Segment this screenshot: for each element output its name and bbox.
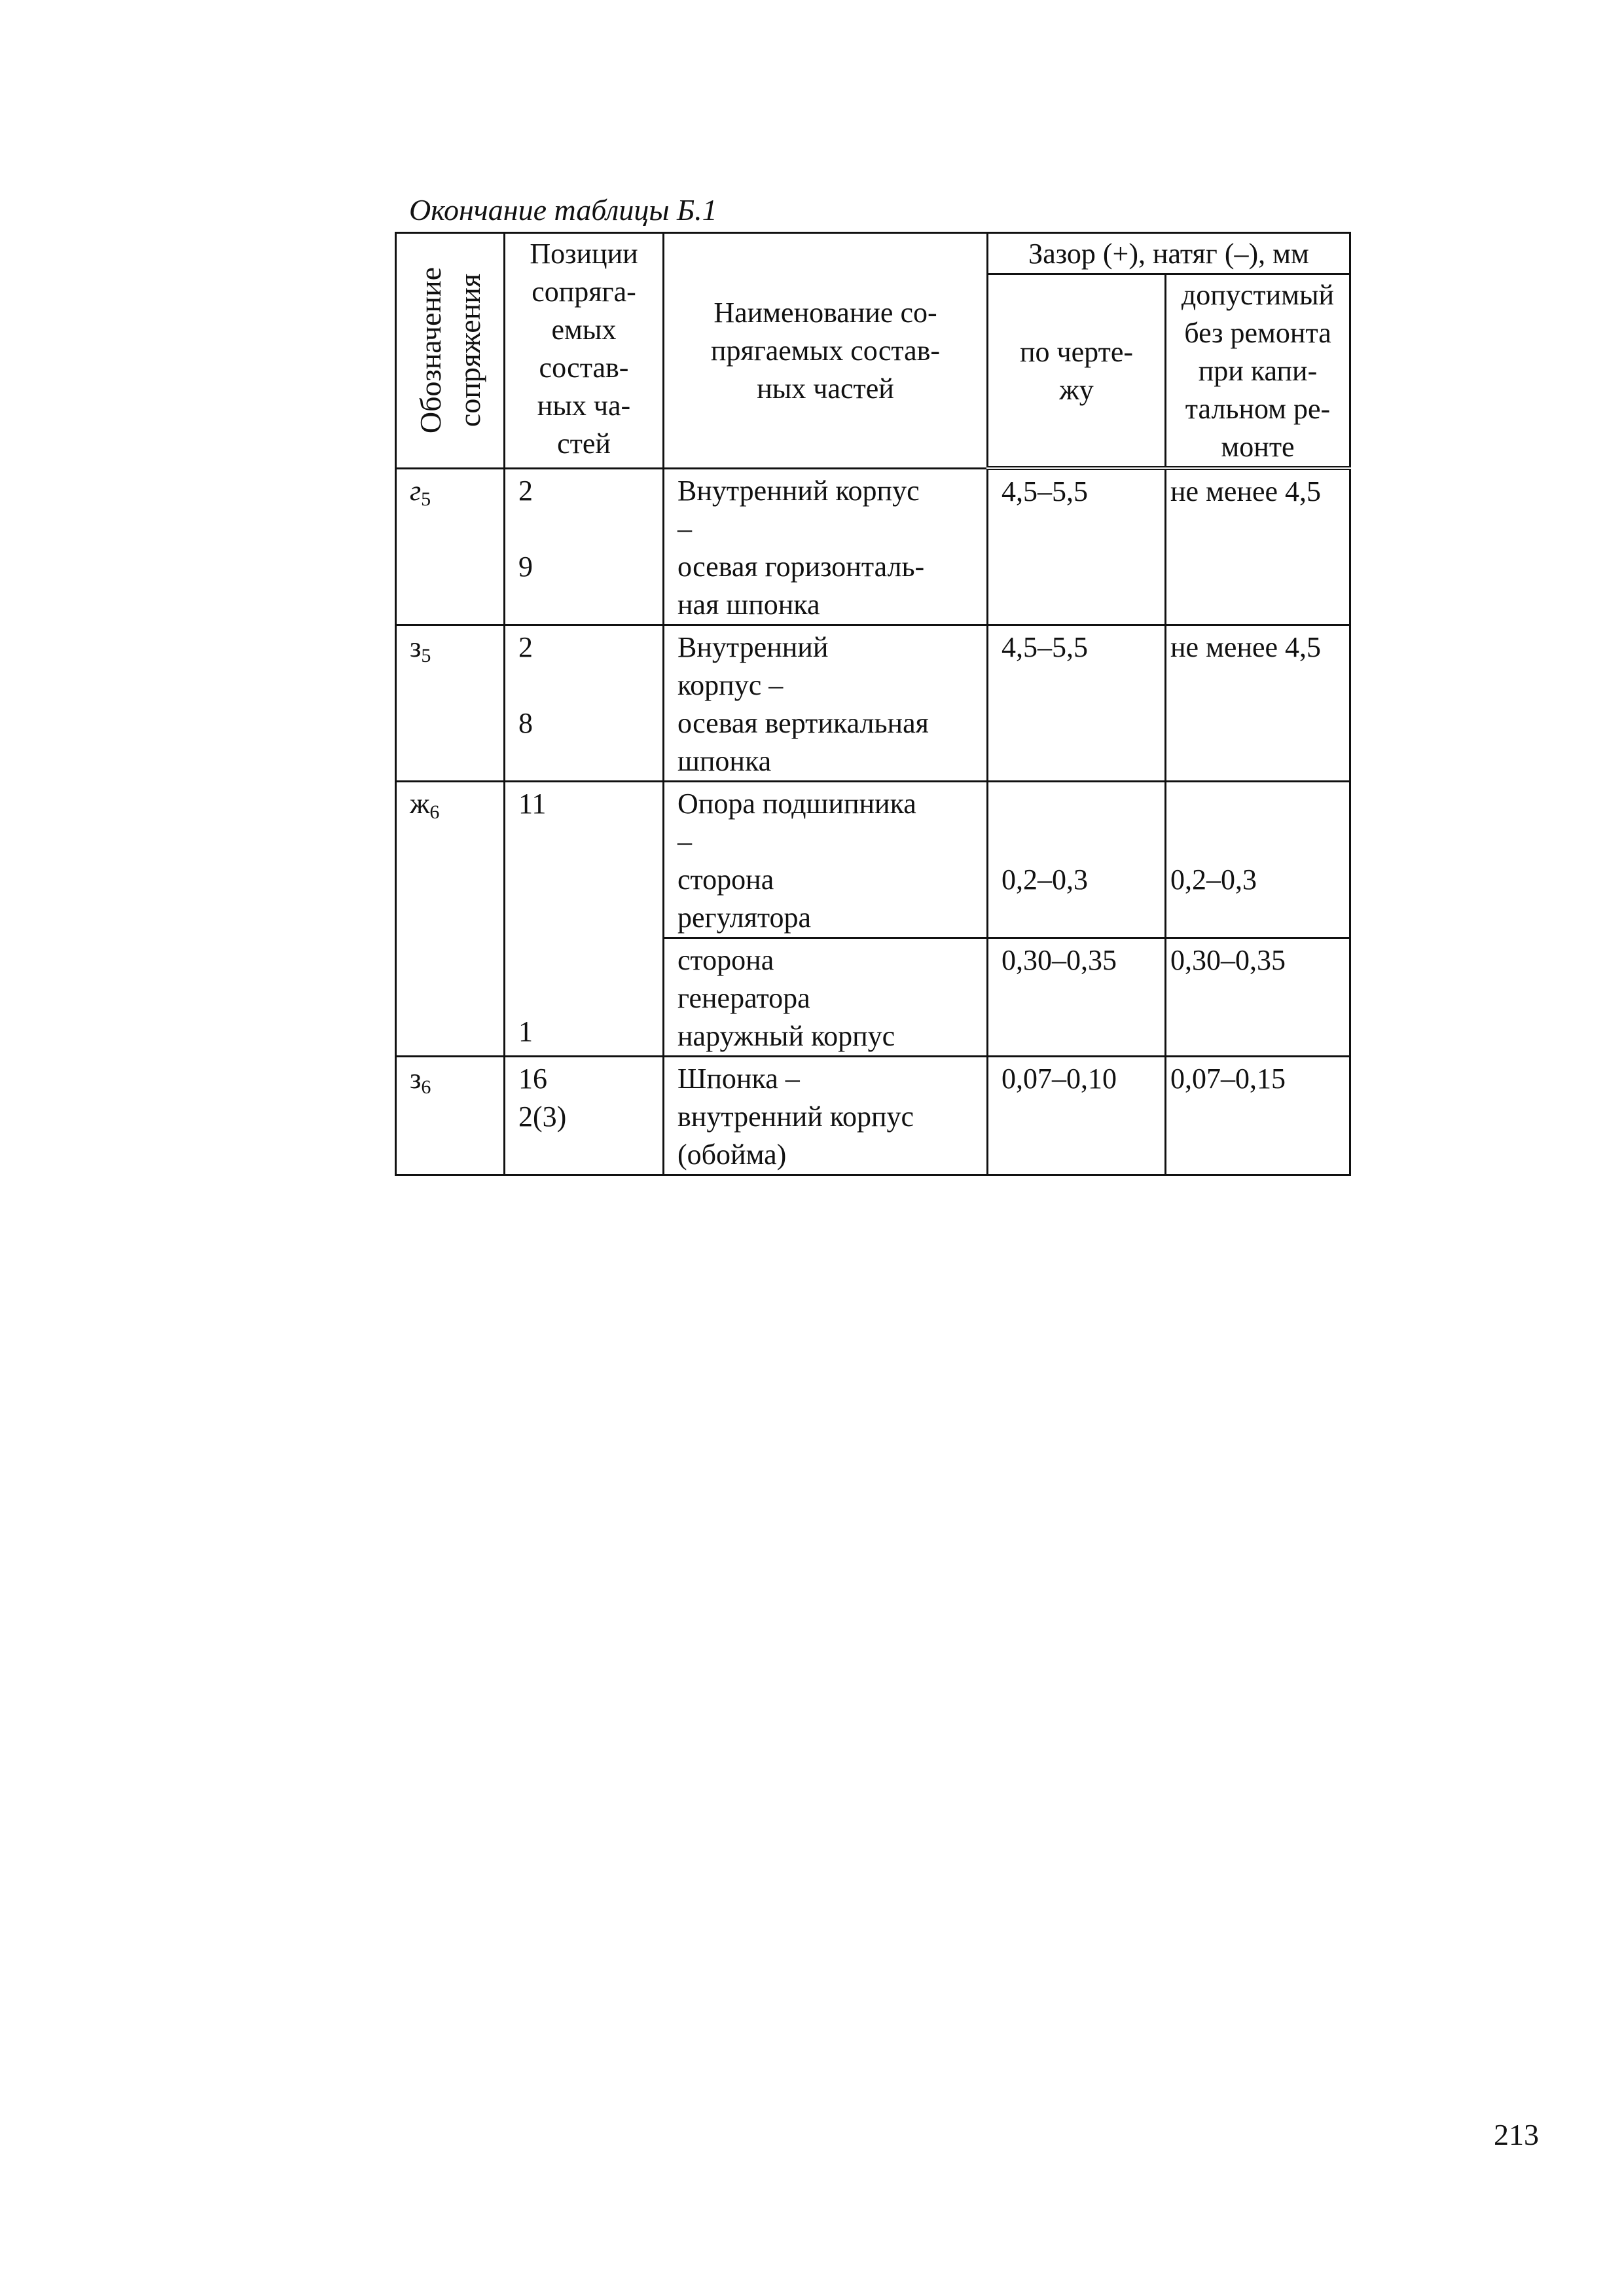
cell-by-drawing: 0,30–0,35: [988, 938, 1166, 1056]
header-allowed: допустимый без ремонта при капи- тальном ре- монте: [1166, 274, 1350, 469]
page-number: 213: [1494, 2118, 1539, 2151]
table-row: [396, 625, 1350, 781]
cell-positions: 2 8: [505, 625, 664, 781]
cell-positions: 16 2(3): [505, 1056, 664, 1175]
table-row: [396, 468, 1350, 625]
cell-allowed: 0,07–0,15: [1166, 1056, 1350, 1175]
header-positions: Позиции сопряга- емых состав- ных ча- стей: [505, 233, 664, 469]
cell-allowed: 0,2–0,3: [1166, 781, 1350, 938]
header-designation: [396, 233, 505, 469]
mating-parts-table: [395, 232, 1351, 1176]
table-row: [396, 1056, 1350, 1175]
cell-allowed: не менее 4,5: [1166, 625, 1350, 781]
cell-name: сторона генератора наружный корпус: [664, 938, 988, 1056]
cell-by-drawing: 4,5–5,5: [988, 625, 1166, 781]
cell-positions: 11 1: [505, 781, 664, 1056]
cell-name: Опора подшипника – сторона регулятора: [664, 781, 988, 938]
header-name: Наименование со- прягаемых состав- ных частей: [664, 233, 988, 469]
cell-designation: $г_5$: [396, 468, 505, 625]
cell-name: Внутренний корпус – осевая горизонталь- ная шпонка: [664, 468, 988, 625]
table-caption: Окончание таблицы Б.1: [409, 193, 717, 227]
cell-by-drawing: 0,07–0,10: [988, 1056, 1166, 1175]
cell-positions: 2 9: [505, 468, 664, 625]
cell-name: Внутренний корпус – осевая вертикальная шпонка: [664, 625, 988, 781]
table-row: [396, 781, 1350, 938]
header-gap-group: Зазор (+), натяг (–), мм: [988, 233, 1350, 274]
cell-designation: $ж_6$: [396, 781, 505, 1056]
cell-by-drawing: 4,5–5,5: [988, 468, 1166, 625]
cell-allowed: 0,30–0,35: [1166, 938, 1350, 1056]
cell-allowed: не менее 4,5: [1166, 468, 1350, 625]
header-row-1: [396, 233, 1350, 274]
cell-designation: $з_6$: [396, 1056, 505, 1175]
header-designation-text: Обозначение сопряжения: [413, 267, 486, 434]
cell-by-drawing: 0,2–0,3: [988, 781, 1166, 938]
cell-name: Шпонка – внутренний корпус (обойма): [664, 1056, 988, 1175]
cell-designation: $з_5$: [396, 625, 505, 781]
header-by-drawing: по черте- жу: [988, 274, 1166, 469]
